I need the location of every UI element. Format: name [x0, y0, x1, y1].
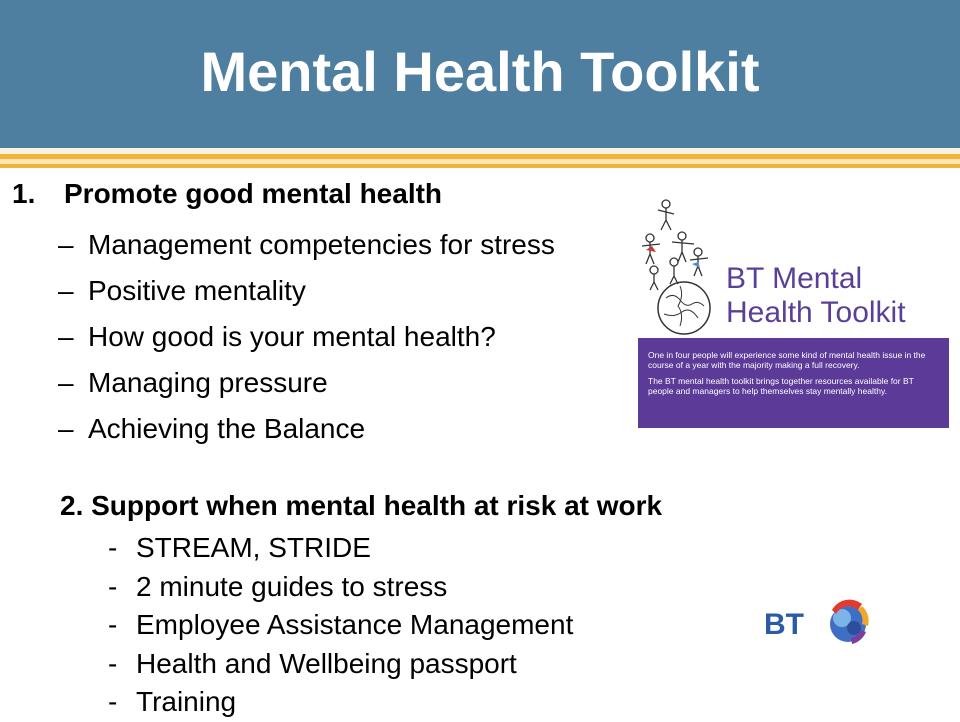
list-item-text: 2 minute guides to stress: [136, 570, 448, 602]
list-item: [108, 606, 573, 645]
list-item-text: Managing pressure: [88, 367, 328, 398]
bullet-dash: –: [58, 367, 74, 398]
section1-list: [58, 222, 555, 452]
bullet-dash: -: [108, 570, 118, 602]
list-item: [108, 645, 573, 684]
list-item-text: Management competencies for stress: [88, 229, 555, 260]
section2-heading: 2. Support when mental health at risk at work: [60, 490, 663, 521]
toolkit-logo-line1: BT Mental: [726, 262, 863, 295]
list-item: [108, 568, 573, 607]
section1-title: Promote good mental health: [64, 178, 443, 209]
list-item: [58, 222, 555, 268]
section1-heading: [12, 178, 442, 210]
bt-mental-health-toolkit-logo: [636, 190, 952, 430]
bullet-dash: -: [108, 609, 118, 641]
bullet-dash: –: [58, 229, 74, 260]
bullet-dash: –: [58, 413, 74, 444]
toolkit-info-box: [638, 338, 949, 428]
list-item: [58, 406, 555, 452]
toolkit-logo-line2: Health Toolkit: [726, 296, 906, 329]
info-paragraph: The BT mental health toolkit brings together resources available for BT people and managers to help themselves stay mentally healthy.: [648, 376, 914, 396]
slide-title: Mental Health Toolkit: [200, 40, 760, 103]
list-item-text: Training: [136, 686, 237, 718]
bullet-dash: -: [108, 686, 118, 718]
bt-logo-text: BT: [764, 608, 804, 641]
list-item-text: Health and Wellbeing passport: [136, 647, 517, 679]
title-banner: [0, 0, 960, 148]
list-item: [108, 529, 573, 568]
list-item-text: STREAM, STRIDE: [136, 532, 371, 564]
list-item: [58, 314, 555, 360]
bullet-dash: –: [58, 275, 74, 306]
list-item-text: Employee Assistance Management: [136, 609, 574, 641]
globe-figures-icon: [636, 190, 736, 335]
list-item: [58, 268, 555, 314]
bt-globe-icon: [762, 596, 882, 650]
section1-number: 1.: [12, 178, 36, 209]
divider-stripe: [0, 164, 960, 168]
bullet-dash: –: [58, 321, 74, 352]
section2-list: [108, 529, 573, 722]
list-item-text: Achieving the Balance: [88, 413, 366, 444]
info-paragraph: One in four people will experience some kind of mental health issue in the course of a year with the majority making a full recovery.: [648, 350, 926, 370]
list-item: [108, 683, 573, 722]
list-item-text: How good is your mental health?: [88, 321, 496, 352]
list-item-text: Positive mentality: [88, 275, 306, 306]
bullet-dash: -: [108, 532, 118, 564]
bt-logo: [762, 596, 882, 650]
list-item: [58, 360, 555, 406]
bullet-dash: -: [108, 647, 118, 679]
